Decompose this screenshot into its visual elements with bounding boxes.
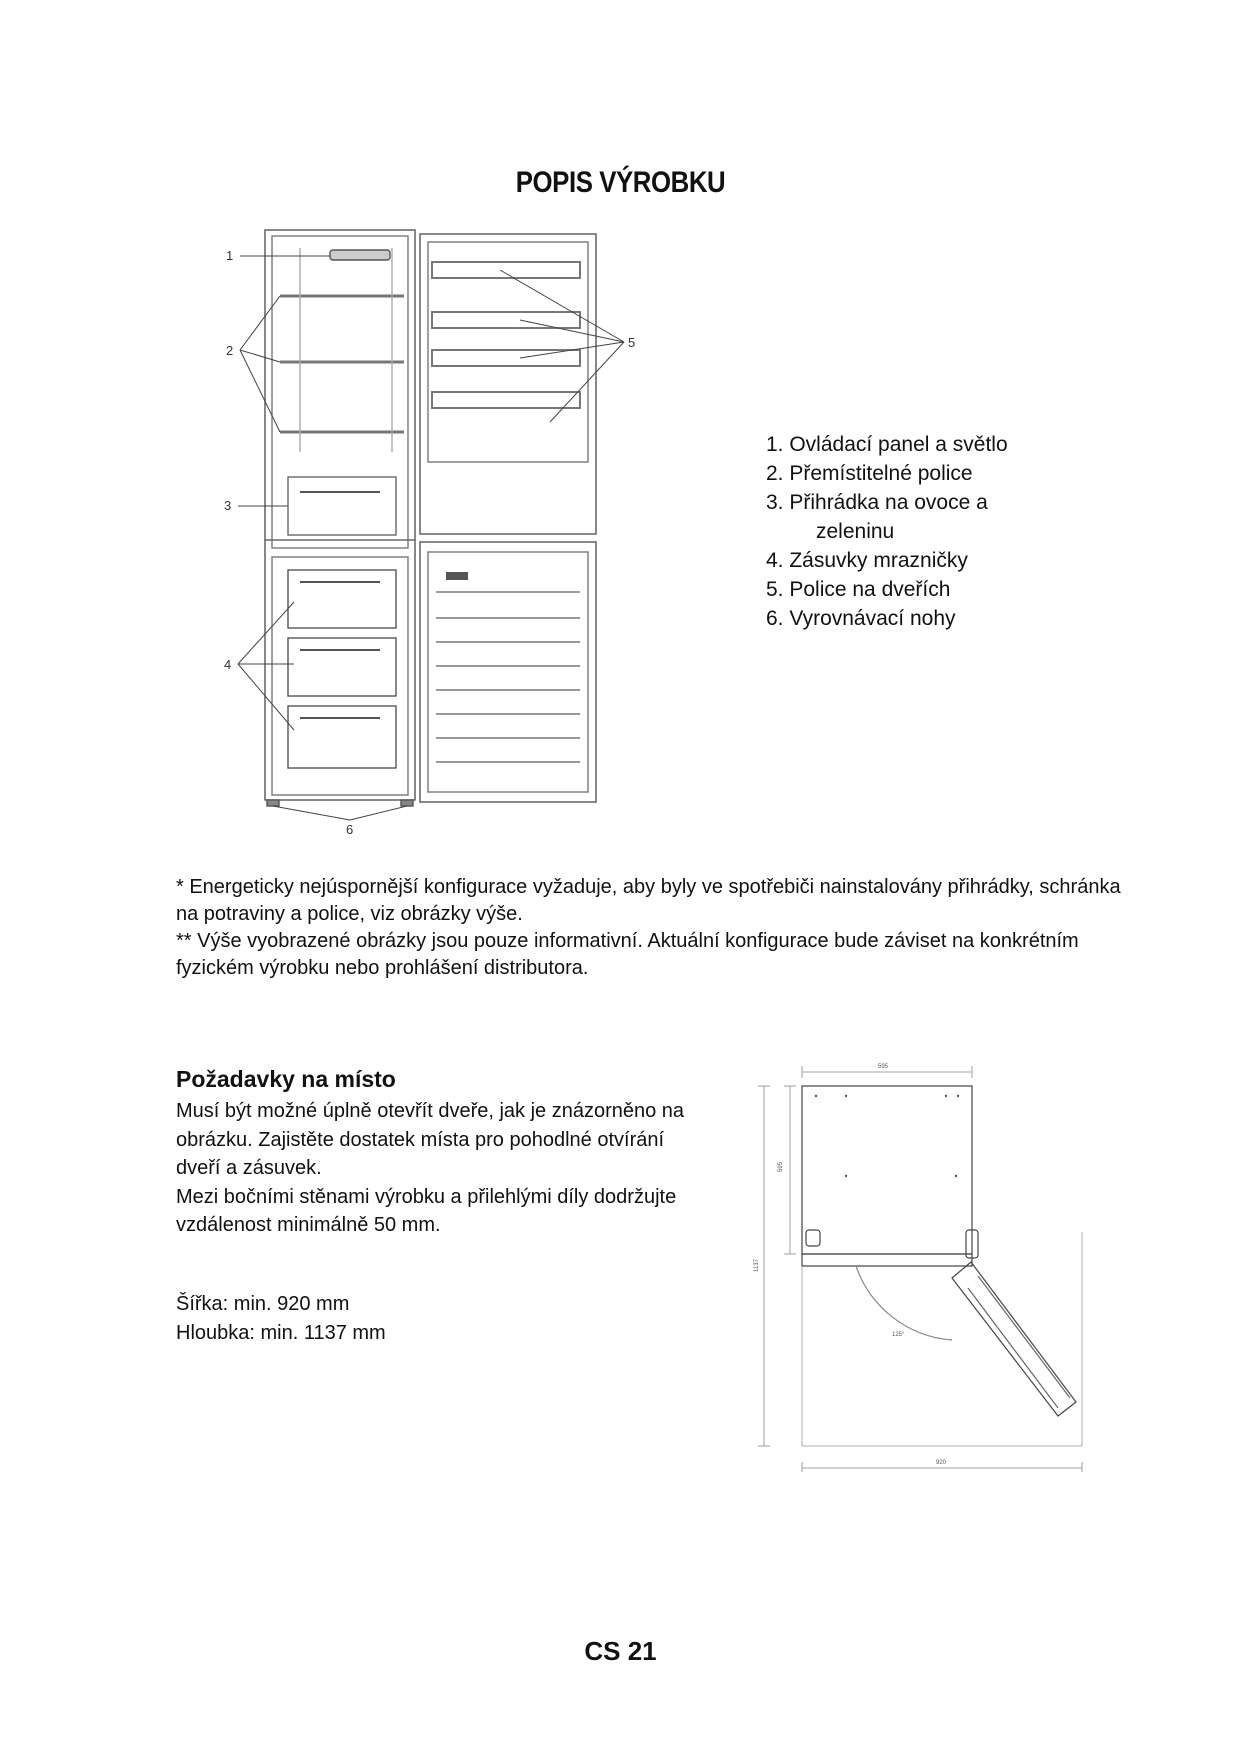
door-clearance-diagram — [746, 1052, 1106, 1472]
open-door — [952, 1262, 1076, 1416]
note-illustrative: ** Výše vyobrazené obrázky jsou pouze informativní. Aktuální konfigurace bude záviset na konkrétním fyzickém výrobku nebo prohlášení distributora. — [176, 930, 1079, 979]
depth-requirement: Hloubka: min. 1137 mm — [176, 1322, 386, 1344]
list-item: 4. Zásuvky mrazničky — [766, 549, 968, 572]
requirements-paragraph: Musí být možné úplně otevřít dveře, jak je znázorněno na obrázku. Zajistěte dostatek místa pro pohodlné otvírání dveří a zásuvek. — [176, 1100, 685, 1179]
list-item: 3. Přihrádka na ovoce a — [766, 491, 988, 514]
requirements-text — [176, 1097, 696, 1240]
callout-2: 2 — [226, 343, 234, 358]
dim-side: 595 — [778, 1161, 784, 1172]
door-shelves — [432, 262, 580, 408]
note-energy: * Energeticky nejúspornější konfigurace vyžaduje, aby byly ve spotřebiči nainstalovány přihrádky, schránka na potraviny a police, viz obrázky výše. — [176, 876, 1121, 925]
list-item: 2. Přemístitelné police — [766, 462, 973, 485]
callout-5: 5 — [628, 335, 636, 350]
width-requirement: Šířka: min. 920 mm — [176, 1293, 350, 1315]
page-title: POPIS VÝROBKU — [515, 166, 726, 199]
fridge-compartment — [272, 236, 408, 548]
freezer-compartment — [272, 557, 408, 795]
list-item: 1. Ovládací panel a světlo — [766, 433, 1008, 456]
swing-arc — [856, 1266, 952, 1340]
callout-6: 6 — [346, 822, 354, 837]
list-item: 6. Vyrovnávací nohy — [766, 607, 956, 630]
requirements-paragraph: Mezi bočními stěnami výrobku a přilehlými díly dodržujte vzdálenost minimálně 50 mm. — [176, 1185, 677, 1236]
list-item: zeleninu — [816, 520, 895, 543]
list-item: 5. Police na dveřích — [766, 578, 951, 601]
dimensions — [176, 1290, 386, 1348]
dim-total-depth: 1137 — [754, 1259, 760, 1272]
notes — [176, 874, 1136, 982]
freezer-door-ribs — [436, 592, 580, 762]
fridge-diagram — [220, 222, 700, 842]
dim-top: 595 — [878, 1064, 889, 1070]
swing-angle: 125° — [892, 1332, 905, 1338]
leveling-foot-right — [401, 800, 413, 806]
parts-list — [766, 430, 1008, 633]
leader-lines — [238, 256, 624, 820]
callout-1: 1 — [226, 248, 234, 263]
dimension-lines — [758, 1066, 1082, 1472]
control-panel — [330, 250, 390, 260]
crisper-drawer — [288, 477, 396, 535]
page-number: CS 21 — [584, 1636, 657, 1666]
callout-3: 3 — [224, 498, 232, 513]
dim-total-width: 920 — [936, 1460, 947, 1466]
leveling-foot-left — [267, 800, 279, 806]
fridge-shelves — [280, 248, 404, 452]
callout-4: 4 — [224, 657, 232, 672]
section-heading: Požadavky na místo — [176, 1066, 396, 1092]
appliance-top-view — [802, 1086, 972, 1254]
freezer-drawers — [288, 570, 396, 768]
